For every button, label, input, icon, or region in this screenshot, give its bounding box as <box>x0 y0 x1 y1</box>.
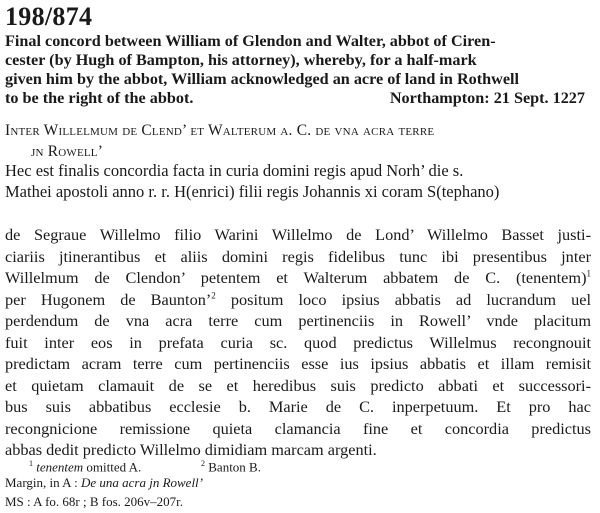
body-line: recongnicione remissione quieta clamancia fine et concordia predictus <box>5 418 591 438</box>
footnote-text: omitted A. <box>83 459 142 475</box>
footnote-text: Banton B. <box>205 459 261 475</box>
body-line: fuit inter eos in prefata curia sc. quod predictus Willelmus recongnouit <box>5 332 591 352</box>
body-line: bus suis abbatibus ecclesie b. Marie de C. inperpetuum. Et pro hac <box>5 397 591 416</box>
place-date: Northampton: 21 Sept. 1227 <box>389 89 585 107</box>
margin-note <box>5 474 203 492</box>
margin-note-label: Margin, in A : <box>5 475 81 490</box>
summary-line: to be the right of the abbot. <box>5 89 194 107</box>
footnote <box>201 455 261 476</box>
footnote-word: tenentem <box>36 459 84 475</box>
body-line: abbas dedit predicto Willelmo dimidiam marcam argenti. <box>5 440 377 459</box>
body-line <box>5 289 591 311</box>
document-page <box>5 0 595 513</box>
margin-note-text: De una acra jn Rowell’ <box>80 475 204 490</box>
heading-line: jn Rowell’ <box>31 143 104 160</box>
summary-line: given him by the abbot, William acknowledged an acre of land in Rothwell <box>5 70 520 88</box>
manuscript-reference: MS : A fo. 68r ; B fos. 206v–207r. <box>5 494 184 509</box>
summary-line: cester (by Hugh of Bampton, his attorney), whereby, for a half-mark <box>5 51 477 69</box>
footnote-ref: 2 <box>211 290 216 301</box>
summary-paragraph <box>5 32 591 108</box>
body-line <box>5 267 591 289</box>
latin-heading <box>5 120 591 162</box>
body-line-text: per Hugonem de Baunton’ <box>5 289 212 309</box>
body-text <box>5 224 591 461</box>
intro-line: Hec est finalis concordia facta in curia domini regis apud Norh’ die s. <box>5 161 464 180</box>
body-line: predictam acram terre cum pertinenciis esse ius ipsius abbatis et illam remisit <box>5 354 591 373</box>
intro-line: Mathei apostoli anno r. r. H(enrici) filii regis Johannis xi coram S(tephano) <box>5 182 500 201</box>
footnote-ref: 1 <box>586 268 591 279</box>
body-line: perdendum de vna acra terre cum pertinenciis in Rowell’ vnde placitum <box>5 311 591 330</box>
body-line-text: positum loco ipsius abbatis ad lucrandum uel <box>215 289 592 309</box>
body-line: ciariis jtinerantibus et aliis domini regis fidelibus tunc ibi presentibus jnter <box>5 246 591 266</box>
body-line: et quietam clamauit de se et heredibus suis predicto abbati et successori- <box>5 375 591 395</box>
footnote-marker: 1 <box>29 459 33 468</box>
body-line: de Segraue Willelmo filio Warini Willelmo de Lond’ Willelmo Basset justi- <box>5 225 591 244</box>
entry-number: 198/874 <box>5 2 93 31</box>
body-line-text: Willelmum de Clendon’ petentem et Walterum abbatem de C. (tenentem) <box>5 268 587 287</box>
heading-line: Inter Willelmum de Clend’ et Walterum a. C. de vna acra terre <box>5 122 435 139</box>
intro-text <box>5 160 591 202</box>
footnote-marker: 2 <box>201 459 205 468</box>
summary-line: Final concord between William of Glendon and Walter, abbot of Ciren- <box>5 32 496 50</box>
